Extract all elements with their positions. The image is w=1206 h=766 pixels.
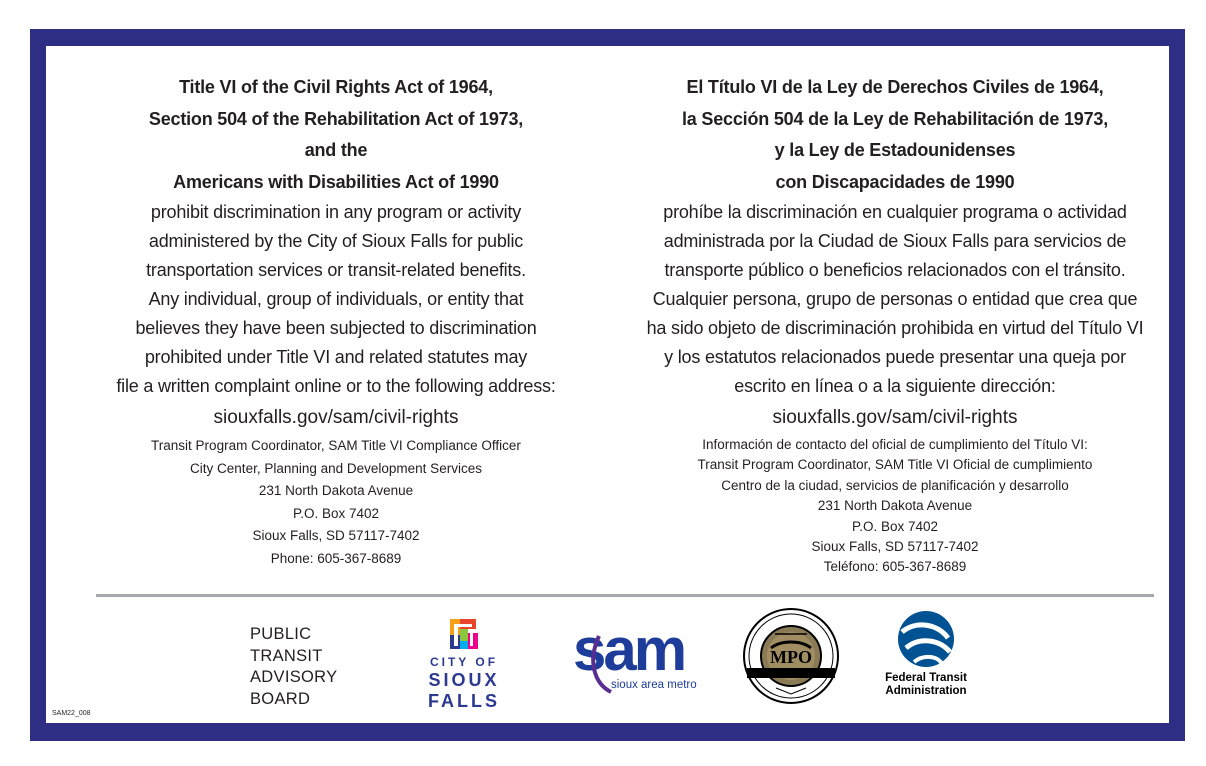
spanish-body-5: ha sido objeto de discriminación prohibida en virtud del Título VI	[646, 318, 1144, 338]
city-of-sioux-falls-logo	[389, 616, 539, 711]
spanish-contact-4: 231 North Dakota Avenue	[817, 498, 973, 514]
english-contact-2: City Center, Planning and Development Services	[190, 460, 482, 476]
notice-panel	[46, 46, 1169, 723]
english-body-6: prohibited under Title VI and related statutes may	[144, 347, 528, 367]
spanish-body-6: y los estatutos relacionados puede presentar una queja por	[664, 347, 1126, 367]
fta-line-2: Administration	[885, 685, 967, 697]
spanish-column	[640, 72, 1150, 578]
english-heading-1: Title VI of the Civil Rights Act of 1964,	[179, 77, 493, 97]
fta-line-1: Federal Transit	[885, 672, 967, 684]
sam-wordmark: sam	[573, 616, 685, 683]
spanish-contact-7: Teléfono: 605-367-8689	[823, 559, 967, 575]
english-contact-1: Transit Program Coordinator, SAM Title VI Compliance Officer	[151, 438, 521, 453]
spanish-heading-4: con Discapacidades de 1990	[775, 171, 1015, 192]
spanish-contact-6: Sioux Falls, SD 57117-7402	[811, 539, 979, 555]
city-of-text: CITY OF	[429, 655, 499, 669]
federal-transit-administration-logo	[876, 610, 976, 710]
english-contact-4: P.O. Box 7402	[292, 505, 380, 521]
footer-divider	[96, 594, 1154, 597]
english-column	[76, 72, 596, 571]
english-contact-3: 231 North Dakota Avenue	[258, 483, 414, 499]
english-body-4: Any individual, group of individuals, or entity that	[148, 289, 524, 309]
mpo-seal-logo	[741, 606, 841, 706]
spanish-body-4: Cualquier persona, grupo de personas o entidad que crea que	[652, 289, 1138, 309]
english-body-1: prohibit discrimination in any program or activity	[150, 202, 522, 222]
ptab-line-1: PUBLIC	[250, 625, 312, 643]
spanish-body-7: escrito en línea o a la siguiente dirección:	[734, 376, 1056, 396]
spanish-contact-1: Información de contacto del oficial de cumplimiento del Título VI:	[702, 437, 1088, 452]
english-heading-2: Section 504 of the Rehabilitation Act of 1973,	[148, 108, 524, 129]
fta-name	[876, 672, 976, 698]
spanish-civil-rights-url: siouxfalls.gov/sam/civil-rights	[772, 407, 1018, 428]
spanish-heading-2: la Sección 504 de la Ley de Rehabilitación de 1973,	[682, 108, 1108, 129]
fta-swirl-icon	[876, 610, 976, 670]
spanish-contact-5: P.O. Box 7402	[851, 518, 939, 534]
english-body-7: file a written complaint online or to the following address:	[116, 376, 556, 396]
spanish-contact-2: Transit Program Coordinator, SAM Title VI Oficial de cumplimiento	[697, 457, 1093, 473]
spanish-body-2: administrada por la Ciudad de Sioux Falls para servicios de	[663, 231, 1127, 251]
spanish-contact-3: Centro de la ciudad, servicios de planificación y desarrollo	[721, 477, 1069, 493]
english-contact-6: Phone: 605-367-8689	[270, 550, 402, 566]
ptab-line-2: TRANSIT	[250, 646, 323, 665]
english-heading-4: Americans with Disabilities Act of 1990	[173, 171, 499, 192]
sioux-falls-text: SIOUX FALLS	[428, 670, 500, 711]
english-civil-rights-url: siouxfalls.gov/sam/civil-rights	[213, 407, 459, 428]
city-mark-icon	[444, 616, 484, 654]
sioux-area-metro-logo	[571, 612, 701, 697]
spanish-heading-1: El Título VI de la Ley de Derechos Civiles de 1964,	[686, 77, 1104, 97]
ptab-line-4: BOARD	[250, 689, 311, 708]
notice-border	[30, 29, 1185, 741]
partner-logos	[46, 606, 1169, 723]
spanish-body-1: prohíbe la discriminación en cualquier programa o actividad	[663, 202, 1127, 222]
english-heading-3: and the	[304, 140, 368, 160]
ptab-line-3: ADVISORY	[250, 668, 338, 686]
public-transit-advisory-board-logo	[250, 624, 337, 710]
spanish-heading-3: y la Ley de Estadounidenses	[774, 140, 1016, 160]
english-body-5: believes they have been subjected to discrimination	[135, 318, 537, 338]
english-body-2: administered by the City of Sioux Falls for public	[148, 231, 524, 251]
document-code: SAM22_008	[52, 710, 91, 717]
mpo-center-text: MPO	[770, 647, 812, 667]
sam-tagline: sioux area metro	[611, 679, 697, 691]
spanish-body-3: transporte público o beneficios relacionados con el tránsito.	[664, 260, 1126, 280]
english-body-3: transportation services or transit-related benefits.	[146, 260, 526, 280]
english-contact-5: Sioux Falls, SD 57117-7402	[252, 528, 420, 544]
